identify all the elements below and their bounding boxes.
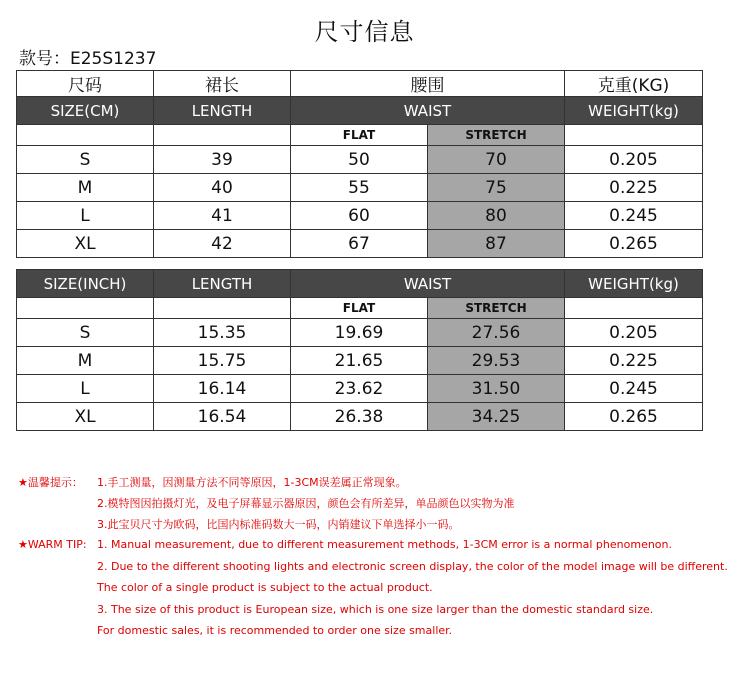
- header-flat: FLAT: [291, 125, 428, 146]
- flat-cell: 26.38: [291, 403, 428, 431]
- length-cell: 40: [154, 174, 291, 202]
- weight-cell: 0.245: [565, 202, 703, 230]
- tip-label-cn: ★温馨提示：: [18, 476, 83, 489]
- tip-line-en: 3. The size of this product is European size, which is one size larger than the domestic standard size.: [97, 603, 654, 616]
- tip-line-cn: 3.此宝贝尺寸为欧码，比国内标准码数大一码，内销建议下单选择小一码。: [97, 518, 460, 531]
- size-cell: L: [17, 375, 154, 403]
- flat-cell: 19.69: [291, 319, 428, 347]
- weight-cell: 0.245: [565, 375, 703, 403]
- table-row: [17, 403, 703, 431]
- header-weight: WEIGHT(kg): [565, 270, 703, 298]
- empty-cell: [565, 125, 703, 146]
- tip-label-en: ★WARM TIP:: [18, 538, 87, 551]
- weight-cell: 0.205: [565, 319, 703, 347]
- table-row: [17, 174, 703, 202]
- length-cell: 41: [154, 202, 291, 230]
- empty-cell: [17, 298, 154, 319]
- header-flat: FLAT: [291, 298, 428, 319]
- sub-header-row: [17, 298, 703, 319]
- empty-cell: [154, 125, 291, 146]
- empty-cell: [17, 125, 154, 146]
- page-title: 尺寸信息: [314, 18, 415, 46]
- size-cell: M: [17, 347, 154, 375]
- header-waist: WAIST: [291, 270, 565, 298]
- flat-cell: 21.65: [291, 347, 428, 375]
- stretch-cell: 70: [428, 146, 565, 174]
- length-cell: 15.35: [154, 319, 291, 347]
- stretch-cell: 29.53: [428, 347, 565, 375]
- length-cell: 39: [154, 146, 291, 174]
- size-cell: S: [17, 319, 154, 347]
- header-weight: WEIGHT(kg): [565, 97, 703, 125]
- stretch-cell: 87: [428, 230, 565, 258]
- tip-line-en: 1. Manual measurement, due to different measurement methods, 1-3CM error is a normal phenomenon.: [97, 538, 673, 551]
- size-cell: S: [17, 146, 154, 174]
- flat-cell: 55: [291, 174, 428, 202]
- tip-line-en: The color of a single product is subject to the actual product.: [97, 581, 433, 594]
- stretch-cell: 80: [428, 202, 565, 230]
- english-header-row: [17, 97, 703, 125]
- header-length-cn: 裙长: [154, 71, 291, 97]
- header-size-cn: 尺码: [17, 71, 154, 97]
- header-waist: WAIST: [291, 97, 565, 125]
- size-cell: XL: [17, 403, 154, 431]
- flat-cell: 67: [291, 230, 428, 258]
- weight-cell: 0.265: [565, 403, 703, 431]
- size-cell: XL: [17, 230, 154, 258]
- length-cell: 16.14: [154, 375, 291, 403]
- header-size: SIZE(INCH): [17, 270, 154, 298]
- size-table-cm: [16, 70, 703, 258]
- table-row: [17, 319, 703, 347]
- size-cell: L: [17, 202, 154, 230]
- size-cell: M: [17, 174, 154, 202]
- weight-cell: 0.225: [565, 347, 703, 375]
- table-row: [17, 347, 703, 375]
- flat-cell: 50: [291, 146, 428, 174]
- sub-header-row: [17, 125, 703, 146]
- header-stretch: STRETCH: [428, 298, 565, 319]
- weight-cell: 0.225: [565, 174, 703, 202]
- stretch-cell: 31.50: [428, 375, 565, 403]
- header-stretch: STRETCH: [428, 125, 565, 146]
- flat-cell: 23.62: [291, 375, 428, 403]
- tip-line-cn: 1.手工测量，因测量方法不同等原因，1-3CM误差属正常现象。: [97, 476, 407, 489]
- stretch-cell: 75: [428, 174, 565, 202]
- stretch-cell: 27.56: [428, 319, 565, 347]
- table-row: [17, 230, 703, 258]
- tip-line-cn: 2.模特图因拍摄灯光，及电子屏幕显示器原因，颜色会有所差异，单品颜色以实物为准: [97, 497, 515, 510]
- header-length: LENGTH: [154, 270, 291, 298]
- size-table-inch: [16, 269, 703, 431]
- length-cell: 16.54: [154, 403, 291, 431]
- style-number: 款号：E25S1237: [19, 49, 157, 69]
- tip-line-en: For domestic sales, it is recommended to order one size smaller.: [97, 624, 453, 637]
- empty-cell: [565, 298, 703, 319]
- empty-cell: [154, 298, 291, 319]
- table-row: [17, 202, 703, 230]
- flat-cell: 60: [291, 202, 428, 230]
- english-header-row: [17, 270, 703, 298]
- stretch-cell: 34.25: [428, 403, 565, 431]
- length-cell: 42: [154, 230, 291, 258]
- header-size: SIZE(CM): [17, 97, 154, 125]
- tip-line-en: 2. Due to the different shooting lights and electronic screen display, the color of the model image will be different.: [97, 560, 728, 573]
- header-waist-cn: 腰围: [291, 71, 565, 97]
- weight-cell: 0.205: [565, 146, 703, 174]
- weight-cell: 0.265: [565, 230, 703, 258]
- header-weight-cn: 克重(KG): [565, 71, 703, 97]
- table-row: [17, 146, 703, 174]
- length-cell: 15.75: [154, 347, 291, 375]
- table-row: [17, 375, 703, 403]
- header-length: LENGTH: [154, 97, 291, 125]
- chinese-header-row: [17, 71, 703, 97]
